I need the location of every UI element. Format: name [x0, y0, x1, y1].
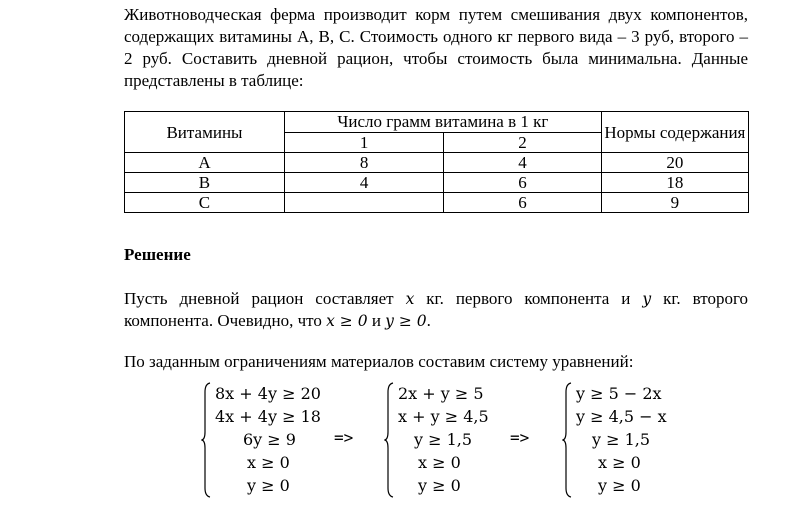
ineq-line: x ≥ 0	[247, 453, 290, 472]
implies-arrow-2: =>	[510, 428, 530, 447]
row-norm: 20	[601, 153, 748, 173]
solution-heading: Решение	[124, 245, 191, 264]
condition-x: x ≥ 0	[326, 312, 368, 330]
row-c2: 4	[444, 153, 601, 173]
ineq-line: y ≥ 5 − 2x	[576, 384, 662, 403]
ineq-line: x ≥ 0	[418, 453, 461, 472]
ineq-line: y ≥ 1,5	[592, 430, 651, 449]
header-norms: Нормы содержания	[601, 112, 748, 153]
var-x: x	[405, 290, 415, 308]
header-vitamins: Витамины	[125, 112, 285, 153]
ineq-line: y ≥ 0	[418, 476, 461, 495]
ineq-line: y ≥ 4,5 − x	[576, 407, 667, 426]
ineq-line: y ≥ 0	[247, 476, 290, 495]
sol-text-c: кг. второго компонента. Очевидно, что	[124, 289, 748, 330]
ineq-line: 2x + y ≥ 5	[398, 384, 484, 403]
condition-y: y ≥ 0	[385, 312, 427, 330]
ineq-line: 6y ≥ 9	[243, 430, 296, 449]
subheader-2: 2	[444, 132, 601, 153]
row-name: B	[125, 173, 285, 193]
left-brace-icon	[201, 382, 211, 498]
row-c2: 6	[444, 193, 601, 213]
ineq-line: x ≥ 0	[598, 453, 641, 472]
ineq-line: 8x + 4y ≥ 20	[215, 384, 321, 403]
ineq-line: y ≥ 1,5	[414, 430, 473, 449]
row-c1: 8	[284, 153, 443, 173]
row-c2: 6	[444, 173, 601, 193]
row-c1	[284, 193, 443, 213]
left-brace-icon	[384, 382, 394, 498]
problem-statement: Животноводческая ферма производит корм путем смешивания двух компонентов, содержащих витамины A, B, C. Стоимость одного кг первого вида – 3 руб, второго – 2 руб. Составить дневной рацион, чтобы стоимость была минимальна. Данные представлены в таблице:	[124, 5, 748, 90]
header-grams: Число грамм витамина в 1 кг	[284, 112, 601, 133]
vitamin-table	[124, 111, 749, 213]
subheader-1: 1	[284, 132, 443, 153]
row-c1: 4	[284, 173, 443, 193]
row-name: C	[125, 193, 285, 213]
sol-text-b: кг. первого компонента и	[414, 289, 643, 308]
row-name: A	[125, 153, 285, 173]
row-norm: 9	[601, 193, 748, 213]
left-brace-icon	[562, 382, 572, 498]
table-row	[125, 173, 749, 193]
solution-paragraph	[124, 288, 748, 332]
ineq-line: 4x + 4y ≥ 18	[215, 407, 321, 426]
system-intro: По заданным ограничениям материалов составим систему уравнений:	[124, 352, 634, 371]
sol-text-a: Пусть дневной рацион составляет	[124, 289, 406, 308]
ineq-line: x + y ≥ 4,5	[398, 407, 489, 426]
implies-arrow-1: =>	[334, 428, 354, 447]
ineq-line: y ≥ 0	[598, 476, 641, 495]
row-norm: 18	[601, 173, 748, 193]
sol-text-end: .	[426, 311, 431, 330]
var-y: y	[642, 290, 652, 308]
table-row	[125, 153, 749, 173]
sol-text-and: и	[367, 311, 386, 330]
table-row	[125, 193, 749, 213]
